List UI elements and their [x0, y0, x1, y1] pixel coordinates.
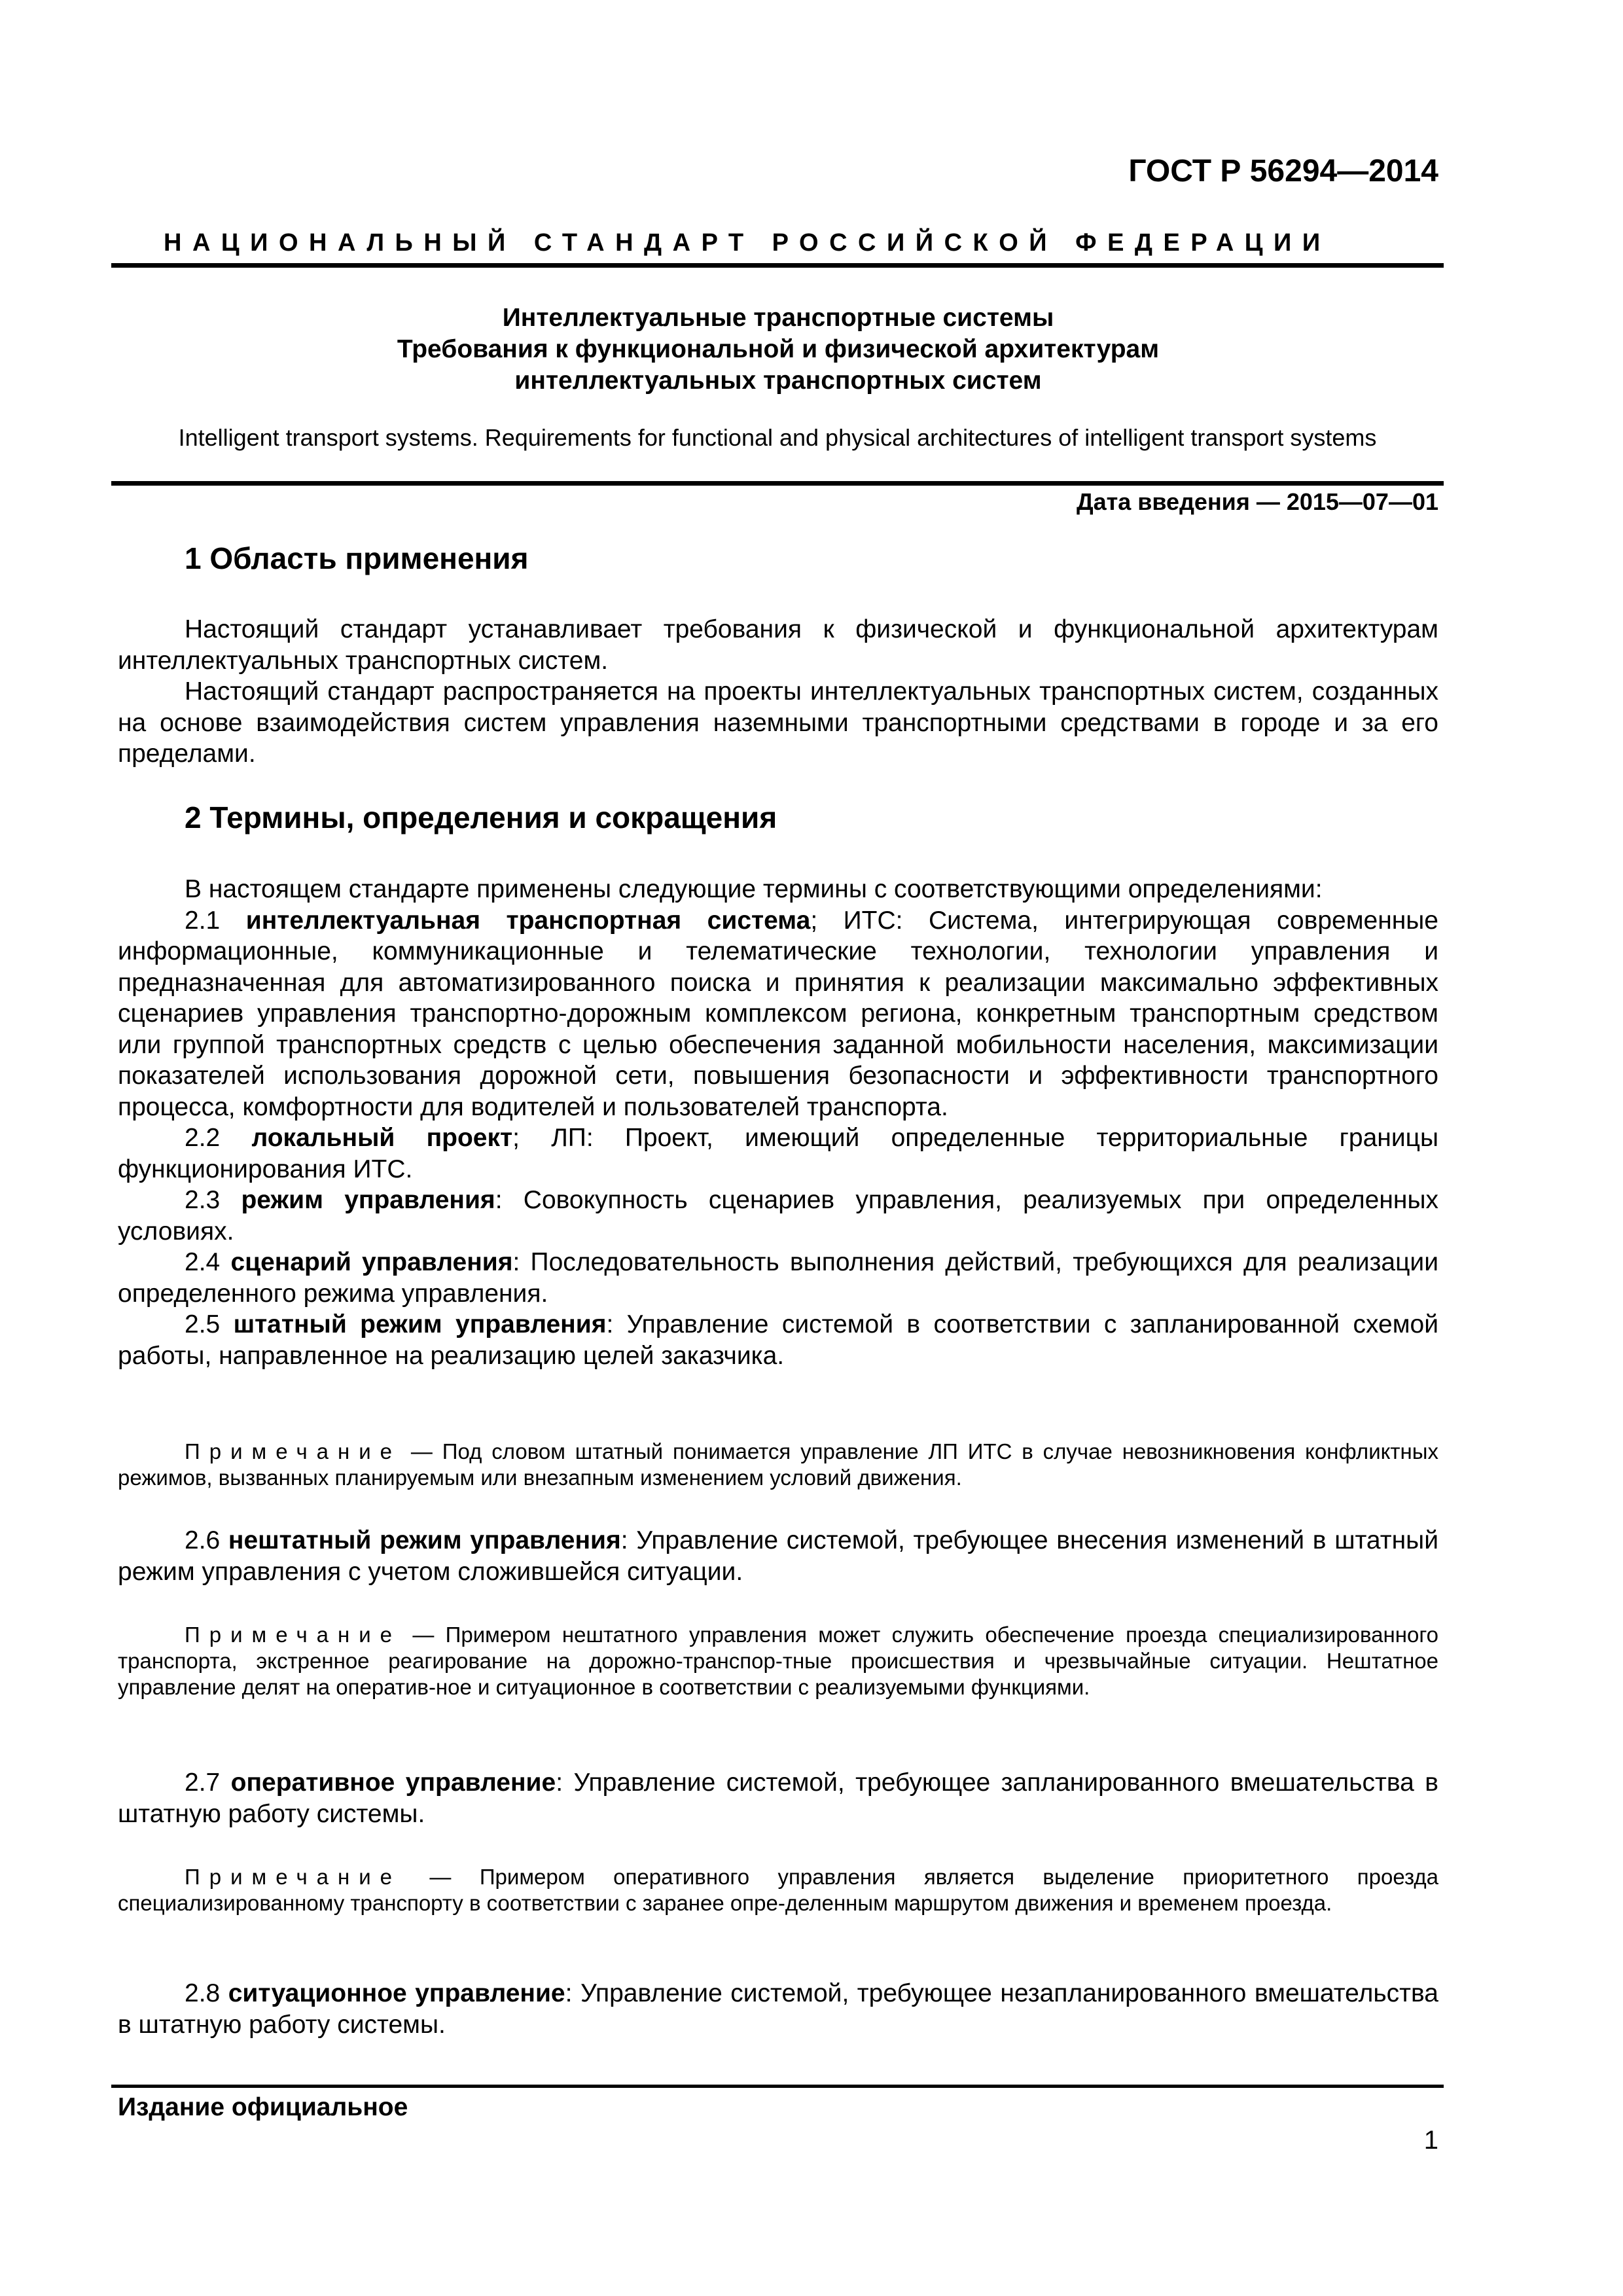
section-1-heading: 1 Область применения — [185, 541, 529, 575]
section-1-paragraph-2: Настоящий стандарт распространяется на проекты интеллектуальных транспортных систем, созданных на основе взаимодействия систем управления наземными транспортными средствами в городе и за его пределами. — [118, 677, 1438, 768]
introduction-date: Дата введения — 2015—07—01 — [1076, 488, 1438, 515]
term-2-6: 2.6 нештатный режим управления: Управление системой, требующее внесения изменений в штатный режим управления с учетом сложившейся ситуации. — [118, 1526, 1438, 1586]
section-2-terms-c — [118, 1767, 1438, 1829]
section-2-terms-b — [118, 1525, 1438, 1587]
section-2-terms-a — [118, 874, 1438, 1371]
term-2-2: 2.2 локальный проект; ЛП: Проект, имеющий определенные территориальные границы функционирования ИТС. — [118, 1124, 1438, 1183]
section-2 — [118, 800, 1438, 835]
section-2-heading: 2 Термины, определения и сокращения — [185, 800, 777, 834]
national-standard-label: НАЦИОНАЛЬНЫЙ СТАНДАРТ РОССИЙСКОЙ ФЕДЕРАЦИИ — [164, 229, 1331, 257]
document-code: ГОСТ Р 56294—2014 — [1128, 154, 1438, 188]
term-2-7: 2.7 оперативное управление: Управление системой, требующее запланированного вмешательства в штатную работу системы. — [118, 1768, 1438, 1828]
english-title: Intelligent transport systems. Requirements for functional and physical architectures of intelligent transport systems — [178, 424, 1377, 451]
section-2-terms-d — [118, 1978, 1438, 2040]
title-divider — [111, 481, 1444, 486]
term-2-8: 2.8 ситуационное управление: Управление системой, требующее незапланированного вмешательства в штатную работу системы. — [118, 1979, 1438, 2039]
term-2-3: 2.3 режим управления: Совокупность сценариев управления, реализуемых при определенных условиях. — [118, 1186, 1438, 1246]
title-line-1: Интеллектуальные транспортные системы — [502, 304, 1054, 332]
term-2-1: 2.1 интеллектуальная транспортная система; ИТС: Система, интегрирующая современные информационные, коммуникационные и телематические технологии, технологии управления и предназначенная для автоматизированного поиска и принятия к реализации максимально эффективных сценариев управления транспортно-дорожным комплексом региона, конкретным транспортным средством или группой транспортных средств с целью обеспечения заданной мобильности населения, максимизации показателей использования дорожной сети, повышения безопасности и эффективности транспортного процесса, комфортности для водителей и пользователей транспорта. — [118, 906, 1438, 1121]
note-1: Примечание — Под словом штатный понимается управление ЛП ИТС в случае невозникновения конфликтных режимов, вызванных планируемым или внезапным изменением условий движения. — [118, 1439, 1438, 1490]
terms-intro: В настоящем стандарте применены следующие термины с соответствующими определениями: — [185, 875, 1323, 903]
official-edition-label: Издание официальное — [118, 2093, 408, 2121]
title-line-3: интеллектуальных транспортных систем — [514, 367, 1042, 395]
section-1-body — [118, 614, 1438, 770]
title-line-2: Требования к функциональной и физической архитектурам — [397, 335, 1160, 363]
term-2-5: 2.5 штатный режим управления: Управление системой в соответствии с запланированной схемой работы, направленное на реализацию целей заказчика. — [118, 1310, 1438, 1370]
section-1-paragraph-1: Настоящий стандарт устанавливает требования к физической и функциональной архитектурам интеллектуальных транспортных систем. — [118, 615, 1438, 675]
note-2: Примечание — Примером нештатного управления может служить обеспечение проезда специализированного транспорта, экстренное реагирование на дорожно-транспор-тные происшествия и чрезвычайные ситуации. Нештатное управление делят на оператив-ное и ситуационное в соответствии с реализуемыми функциями. — [118, 1623, 1438, 1699]
note-3: Примечание — Примером оперативного управления является выделение приоритетного проезда специализированному транспорту в соответствии с заранее опре-деленным маршрутом движения и временем проезда. — [118, 1865, 1438, 1915]
header-divider — [111, 263, 1444, 268]
term-2-4: 2.4 сценарий управления: Последовательность выполнения действий, требующихся для реализации определенного режима управления. — [118, 1248, 1438, 1308]
footer-divider — [111, 2085, 1444, 2088]
section-1 — [118, 541, 1438, 576]
document-title — [118, 302, 1438, 397]
page-number: 1 — [1423, 2126, 1438, 2155]
